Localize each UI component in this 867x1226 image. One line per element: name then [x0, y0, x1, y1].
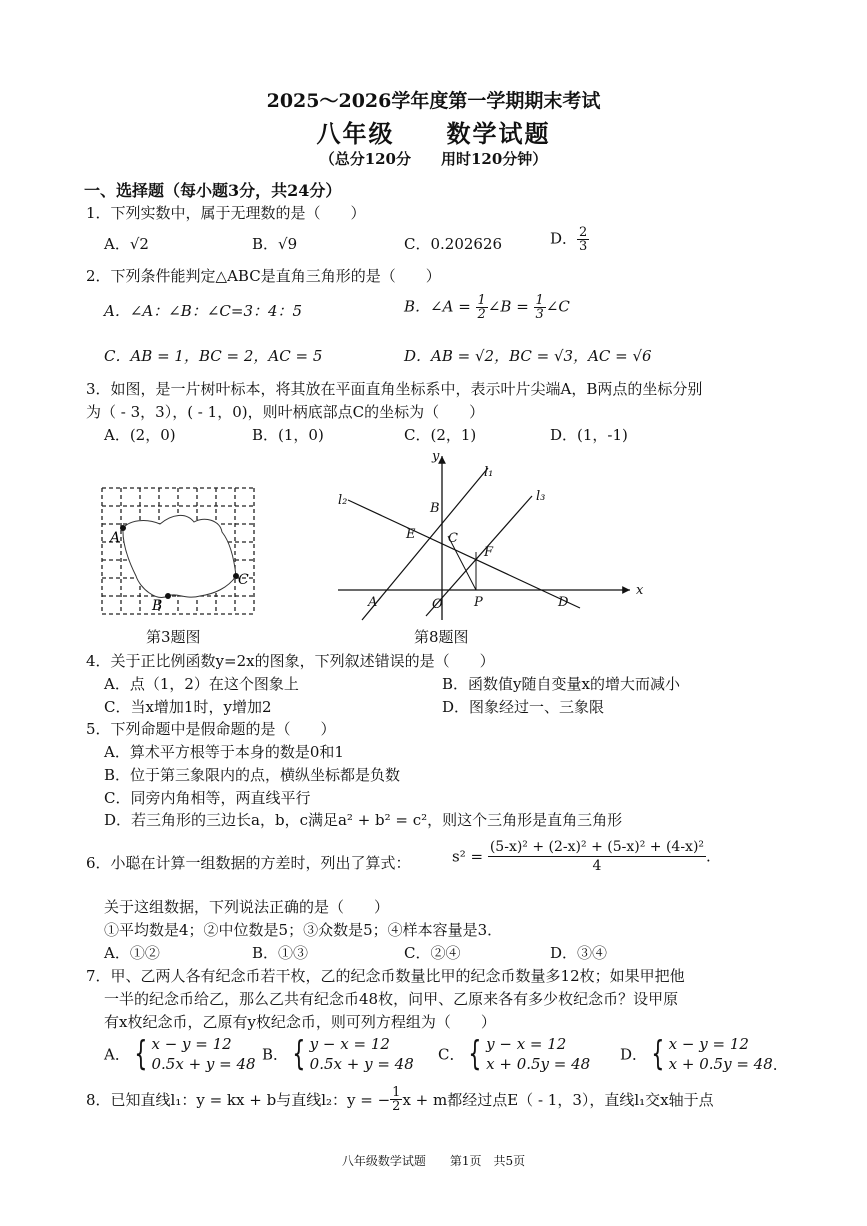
equation-1: x − y = 12 [668, 1035, 749, 1053]
question-6-option-b: B．①③ [252, 944, 309, 962]
leaf-shape [123, 515, 236, 597]
denominator: 3 [579, 239, 588, 254]
equation-system [151, 1034, 255, 1074]
equation-2: x + 0.5y = 48 [668, 1055, 773, 1073]
label-l3: l₃ [536, 489, 546, 504]
exam-subtitle: 八年级 数学试题 [316, 119, 551, 148]
equation-1: y − x = 12 [309, 1035, 390, 1053]
question-2-option-b [404, 294, 570, 321]
question-3-option-c: C．(2，1) [404, 426, 477, 444]
equation-system [310, 1034, 414, 1074]
question-8-post: x + m都经过点E（ - 1，3），直线l₁交x轴于点 [402, 1091, 714, 1109]
question-7-option-c [438, 1034, 590, 1074]
equation-2: 0.5x + y = 48 [309, 1055, 414, 1073]
equation-1: y − x = 12 [486, 1035, 567, 1053]
label-e: E [406, 527, 416, 542]
question-4-option-b: B．函数值y随自变量x的增大而减小 [442, 675, 680, 693]
variance-end: . [706, 847, 711, 866]
question-6-line2: 关于这组数据，下列说法正确的是（ ） [104, 898, 390, 916]
figure-8-caption: 第8题图 [414, 628, 469, 646]
question-1-option-d [550, 226, 589, 253]
question-6-option-c: C．②④ [404, 944, 461, 962]
question-7-option-b [262, 1034, 414, 1074]
label-l1: l₁ [484, 465, 494, 480]
fraction-third [534, 294, 546, 321]
question-7-option-a [104, 1034, 256, 1074]
question-5-option-b: B．位于第三象限内的点，横纵坐标都是负数 [104, 766, 401, 784]
option-b-pre: B．∠A = [404, 297, 471, 316]
option-b-mid: ∠B = [487, 297, 529, 316]
question-5-option-a: A．算术平方根等于本身的数是0和1 [104, 743, 344, 761]
question-5-option-c: C．同旁内角相等，两直线平行 [104, 789, 311, 807]
fraction [577, 226, 589, 253]
question-6-option-a: A．①② [104, 944, 160, 962]
label-p: P [474, 595, 483, 610]
question-7-option-d [620, 1034, 778, 1074]
question-2-option-a: A．∠A：∠B：∠C=3：4：5 [104, 302, 303, 320]
denominator: 2 [477, 307, 486, 322]
question-5-option-d: D．若三角形的三边长a，b，c满足a² + b² = c²，则这个三角形是直角三角形 [104, 811, 623, 829]
option-label: D． [620, 1045, 648, 1064]
fraction-half [390, 1086, 402, 1113]
question-4-option-c: C．当x增加1时，y增加2 [104, 698, 272, 716]
label-b: B [152, 598, 163, 614]
point-a [120, 525, 126, 531]
exam-title: 2025～2026学年度第一学期期末考试 [266, 90, 601, 112]
option-label: D． [550, 229, 578, 248]
brace-icon: { [651, 1034, 665, 1074]
question-6-option-d: D．③④ [550, 944, 608, 962]
label-a: A [368, 595, 378, 610]
numerator: 1 [477, 293, 486, 308]
line-l1 [362, 468, 488, 620]
question-3-option-d: D．(1，-1) [550, 426, 628, 444]
section-heading: 一、选择题（每小题3分，共24分） [84, 181, 342, 200]
variance-lhs: s² = [452, 847, 484, 866]
question-1-stem: 1．下列实数中，属于无理数的是（ ） [86, 204, 366, 222]
label-c: C [238, 572, 249, 588]
point-b [165, 593, 171, 599]
question-4-option-d: D．图象经过一、三象限 [442, 698, 605, 716]
figure-3-caption: 第3题图 [146, 628, 201, 646]
brace-icon: { [134, 1034, 148, 1074]
question-2-stem: 2．下列条件能判定△ABC是直角三角形的是（ ） [86, 267, 441, 285]
question-1-option-c: C．0.202626 [404, 235, 503, 253]
option-label: A． [104, 1045, 130, 1064]
label-l2: l₂ [338, 493, 348, 508]
denominator: 3 [535, 307, 544, 322]
question-4-stem: 4．关于正比例函数y=2x的图象，下列叙述错误的是（ ） [86, 652, 495, 670]
question-2-option-c: C．AB = 1，BC = 2，AC = 5 [104, 347, 323, 365]
equation-system [669, 1034, 773, 1074]
option-end: . [772, 1056, 778, 1074]
question-7-line1: 7．甲、乙两人各有纪念币若干枚，乙的纪念币数量比甲的纪念币数量多12枚；如果甲把他 [86, 967, 685, 985]
equation-2: x + 0.5y = 48 [486, 1055, 591, 1073]
equation-2: 0.5x + y = 48 [151, 1055, 256, 1073]
numerator: 2 [579, 225, 588, 240]
option-b-post: ∠C [545, 297, 570, 316]
question-1-option-a: A．√2 [104, 235, 149, 253]
question-8-pre: 8．已知直线l₁：y = kx + b与直线l₂：y = − [86, 1091, 391, 1109]
variance-formula [452, 838, 711, 875]
equation-1: x − y = 12 [151, 1035, 232, 1053]
brace-icon: { [292, 1034, 306, 1074]
label-x: x [636, 583, 644, 598]
variance-fraction [488, 838, 706, 875]
question-1-option-b: B．√9 [252, 235, 298, 253]
label-y: y [432, 449, 440, 464]
question-3-stem-line1: 3．如图，是一片树叶标本，将其放在平面直角坐标系中，表示叶片尖端A，B两点的坐标分别 [86, 380, 703, 398]
question-2-option-d: D．AB = √2，BC = √3，AC = √6 [404, 347, 652, 365]
numerator: 1 [535, 293, 544, 308]
question-6-stem: 6．小聪在计算一组数据的方差时，列出了算式： [86, 854, 411, 872]
question-7-line2: 一半的纪念币给乙，那么乙共有纪念币48枚，问甲、乙原来各有多少枚纪念币？设甲原 [104, 990, 679, 1008]
line-l2 [348, 500, 580, 608]
label-f: F [484, 545, 494, 560]
exam-info: （总分120分 用时120分钟） [319, 150, 548, 168]
brace-icon: { [468, 1034, 482, 1074]
question-6-line3: ①平均数是4；②中位数是5；③众数是5；④样本容量是3． [104, 921, 503, 939]
equation-system [486, 1034, 590, 1074]
option-label: C． [438, 1045, 465, 1064]
figure-8-lines [330, 448, 650, 624]
label-b: B [430, 501, 440, 516]
numerator: 1 [392, 1085, 401, 1100]
question-3-option-a: A．(2，0) [104, 426, 176, 444]
denominator: 2 [392, 1099, 401, 1114]
variance-denominator: 4 [592, 858, 602, 874]
question-7-line3: 有x枚纪念币，乙原有y枚纪念币，则可列方程组为（ ） [104, 1013, 496, 1031]
question-8-stem [86, 1086, 714, 1113]
label-o: O [432, 597, 443, 612]
question-5-stem: 5．下列命题中是假命题的是（ ） [86, 720, 336, 738]
option-label: B． [262, 1045, 289, 1064]
page-footer: 八年级数学试题 第1页 共5页 [341, 1154, 526, 1168]
variance-numerator: (5-x)² + (2-x)² + (5-x)² + (4-x)² [489, 839, 705, 855]
question-3-stem-line2: 为（ - 3，3），( - 1，0)，则叶柄底部点C的坐标为（ ） [86, 403, 485, 421]
fraction-half [476, 294, 488, 321]
figure-3-leaf-grid [96, 484, 262, 618]
question-3-option-b: B．(1，0) [252, 426, 324, 444]
label-c: C [448, 531, 458, 546]
label-d: D [558, 595, 569, 610]
label-a: A [110, 530, 121, 546]
question-4-option-a: A．点（1，2）在这个图象上 [104, 675, 299, 693]
